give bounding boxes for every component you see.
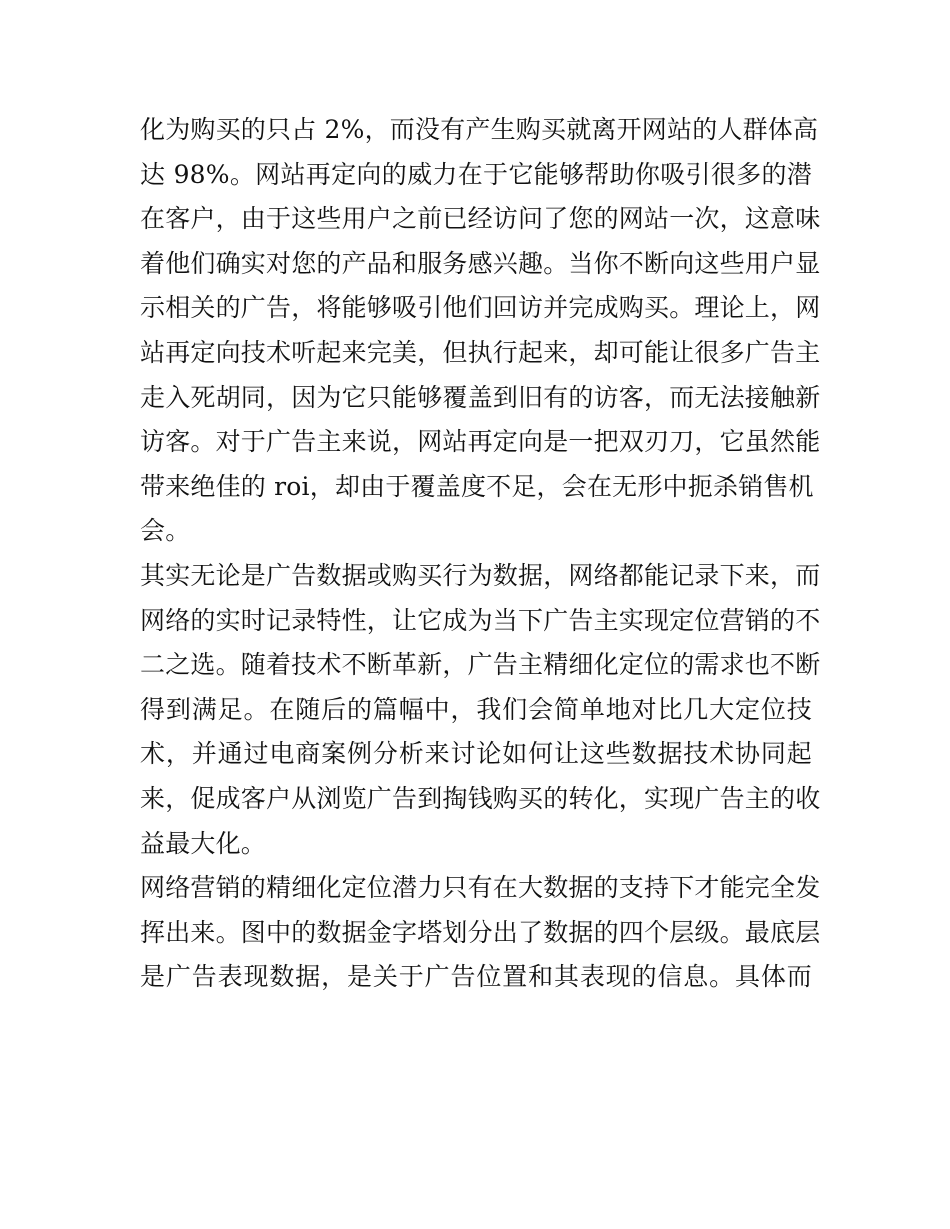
text-line: 化为购买的只占 2%，而没有产生购买就离开网站的人群体高 bbox=[140, 115, 819, 144]
text-line: 得到满足。在随后的篇幅中，我们会简单地对比几大定位技 bbox=[140, 694, 812, 724]
document-body bbox=[140, 108, 821, 1000]
text-line: 网络的实时记录特性，让它成为当下广告主实现定位营销的不 bbox=[140, 605, 821, 635]
text-line: 网络营销的精细化定位潜力只有在大数据的支持下才能完全发 bbox=[140, 873, 821, 903]
text-line: 达 98%。网站再定向的威力在于它能够帮助你吸引很多的潜 bbox=[140, 159, 812, 189]
text-line: 来，促成客户从浏览广告到掏钱购买的转化，实现广告主的收 bbox=[140, 783, 821, 813]
text-line: 示相关的广告，将能够吸引他们回访并完成购买。理论上，网 bbox=[140, 293, 821, 323]
text-line: 术，并通过电商案例分析来讨论如何让这些数据技术协同起 bbox=[140, 739, 812, 769]
paragraph-2 bbox=[140, 554, 821, 866]
text-line: 挥出来。图中的数据金字塔划分出了数据的四个层级。最底层 bbox=[140, 917, 821, 947]
text-line: 会。 bbox=[140, 516, 191, 546]
text-line: 其实无论是广告数据或购买行为数据，网络都能记录下来，而 bbox=[140, 560, 821, 590]
text-line: 二之选。随着技术不断革新，广告主精细化定位的需求也不断 bbox=[140, 650, 821, 680]
text-line: 着他们确实对您的产品和服务感兴趣。当你不断向这些用户显 bbox=[140, 248, 821, 278]
text-line: 是广告表现数据，是关于广告位置和其表现的信息。具体而 bbox=[140, 962, 812, 992]
text-line: 站再定向技术听起来完美，但执行起来，却可能让很多广告主 bbox=[140, 337, 821, 367]
paragraph-1 bbox=[140, 108, 821, 554]
text-line: 在客户，由于这些用户之前已经访问了您的网站一次，这意味 bbox=[140, 204, 821, 234]
paragraph-3 bbox=[140, 866, 821, 1000]
text-line: 访客。对于广告主来说，网站再定向是一把双刃刀，它虽然能 bbox=[140, 427, 821, 457]
text-line: 益最大化。 bbox=[140, 828, 267, 858]
text-line: 走入死胡同，因为它只能够覆盖到旧有的访客，而无法接触新 bbox=[140, 382, 821, 412]
text-line: 带来绝佳的 roi，却由于覆盖度不足，会在无形中扼杀销售机 bbox=[140, 471, 814, 501]
